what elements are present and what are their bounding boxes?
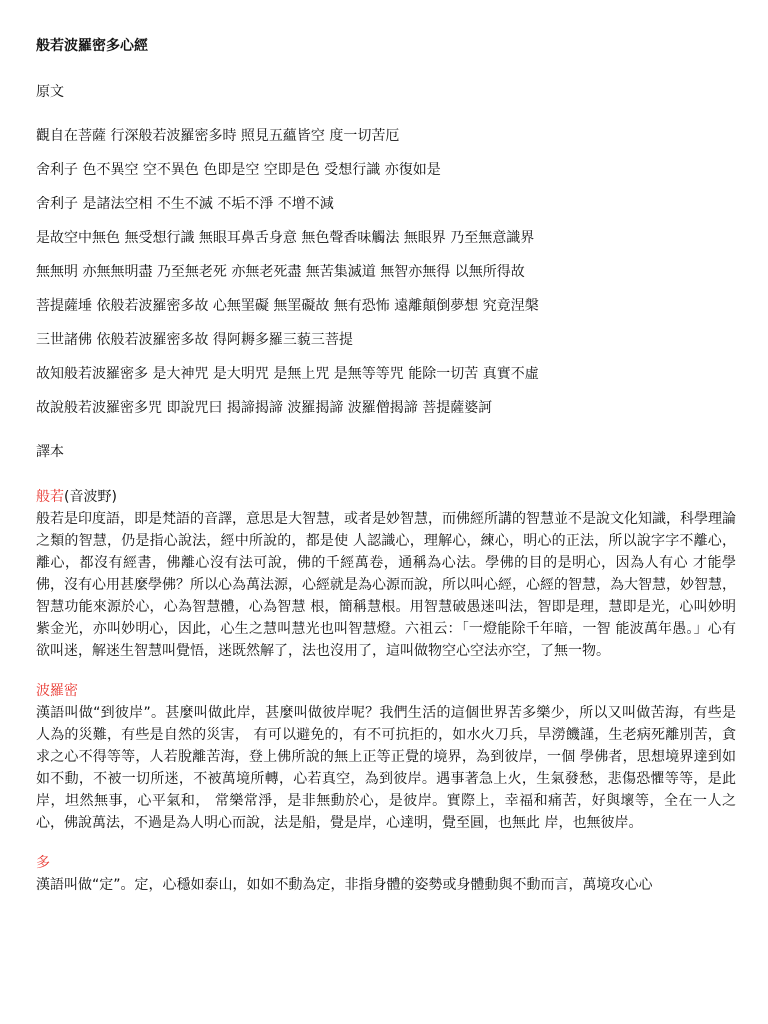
entry-annotation: (音波野) xyxy=(64,489,117,505)
sutra-verses xyxy=(36,126,736,418)
sutra-verse: 舍利子 色不異空 空不異色 色即是空 空即是色 受想行識 亦復如是 xyxy=(36,162,441,178)
sutra-verse: 菩提薩埵 依般若波羅密多故 心無罣礙 無罣礙故 無有恐怖 遠離顛倒夢想 究竟涅槃 xyxy=(36,298,539,314)
document-title: 般若波羅密多心經 xyxy=(36,38,148,54)
entry-body: 般若是印度語，即是梵語的音譯，意思是大智慧，或者是妙智慧，而佛經所講的智慧並不是說文化知識，科學理論之類的智慧，仍是指心說法，經中所說的，都是使 人認識心，理解心，練心，明心的正法，所以說字字不離心，離心，都沒有經書，佛離心沒有法可說，佛的千經萬卷，通稱為心法。學佛的目的是明心，因為人有心 才能學佛，沒有心用甚麼學佛？所以心為萬法源，心經就是為心源而說，所以叫心經，心經的智慧，為大智慧，妙智慧，智慧功能來源於心，心為智慧體，心為智慧 根，簡稱慧根。用智慧破愚迷叫法，智即是理，慧即是光，心叫妙明紫金光，亦叫妙明心，因此，心生之慧叫慧光也叫智慧燈。六祖云：「一燈能除千年暗，一智 能波萬年愚。」心有欲叫迷，解迷生智慧叫覺悟，迷既然解了，法也沒用了，這叫做物空心空法亦空，了無一物。 xyxy=(36,511,736,659)
entry-body: 漢語叫做“到彼岸”。甚麼叫做此岸，甚麼叫做彼岸呢？我們生活的這個世界苦多樂少，所以又叫做苦海，有些是人為的災難，有些是自然的災害， 有可以避免的，有不可抗拒的，如水火刀兵，旱澇饑謹，生老病死離別苦，貪求之心不得等等，人若脫離苦海，登上佛所說的無上正等正覺的境界，為到彼岸，一個 學佛者，思想境界達到如如不動，不被一切所迷，不被萬境所轉，心若真空，為到彼岸。遇事著急上火，生氣發愁，悲傷恐懼等等，是此岸，坦然無事，心平氣和， 常樂常淨，是非無動於心，是彼岸。實際上，幸福和痛苦，好與壞等，全在一人之心，佛說萬法，不過是為人明心而說，法是船，覺是岸，心達明，覺至圓，也無此 岸，也無彼岸。 xyxy=(36,705,736,831)
document-page xyxy=(36,34,736,896)
glossary-entry-duo xyxy=(36,852,736,896)
glossary-entry-prajna xyxy=(36,486,736,662)
sutra-verse: 觀自在菩薩 行深般若波羅密多時 照見五蘊皆空 度一切苦厄 xyxy=(36,128,400,144)
sutra-verse: 故說般若波羅密多咒 即說咒曰 揭諦揭諦 波羅揭諦 波羅僧揭諦 菩提薩婆訶 xyxy=(36,400,493,416)
sutra-verse: 無無明 亦無無明盡 乃至無老死 亦無老死盡 無苦集滅道 無智亦無得 以無所得故 xyxy=(36,264,525,280)
original-text-heading: 原文 xyxy=(36,84,64,100)
sutra-verse: 舍利子 是諸法空相 不生不滅 不垢不淨 不增不減 xyxy=(36,196,334,212)
sutra-verse: 是故空中無色 無受想行識 無眼耳鼻舌身意 無色聲香味觸法 無眼界 乃至無意識界 xyxy=(36,230,535,246)
entry-term: 般若 xyxy=(36,489,64,505)
entry-header xyxy=(36,486,736,508)
entry-term: 波羅密 xyxy=(36,683,78,699)
entry-term: 多 xyxy=(36,855,50,871)
entry-body: 漢語叫做“定”。定，心穩如泰山，如如不動為定，非指身體的姿勢或身體動與不動而言，萬境攻心心 xyxy=(36,877,653,893)
sutra-verse: 三世諸佛 依般若波羅密多故 得阿耨多羅三藐三菩提 xyxy=(36,332,353,348)
glossary-entry-paramita xyxy=(36,680,736,834)
sutra-verse: 故知般若波羅密多 是大神咒 是大明咒 是無上咒 是無等等咒 能除一切苦 真實不虛 xyxy=(36,366,539,382)
translation-heading: 譯本 xyxy=(36,444,64,460)
